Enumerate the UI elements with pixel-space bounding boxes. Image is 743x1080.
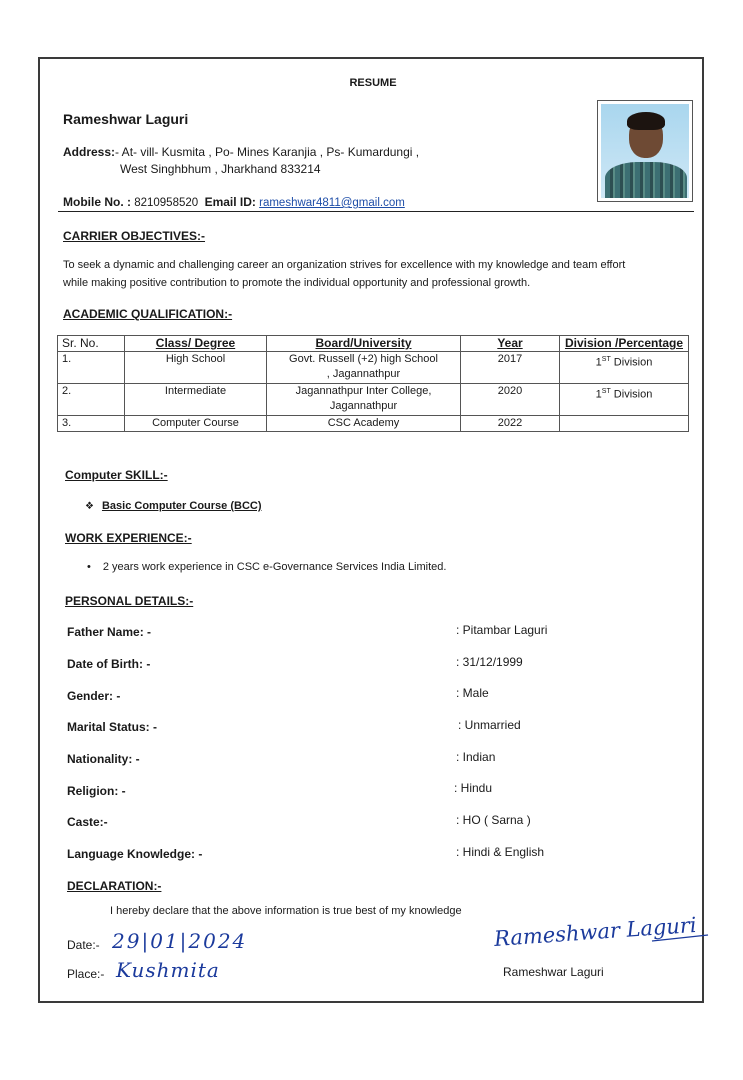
personal-value: : Pitambar Laguri bbox=[456, 623, 548, 637]
signature: Rameshwar Laguri bbox=[493, 912, 698, 951]
personal-heading: PERSONAL DETAILS:- bbox=[65, 594, 194, 608]
division-text: Division bbox=[610, 356, 653, 369]
board-line: Jagannathpur Inter College, bbox=[295, 385, 432, 397]
address-line-2: West Singhbhum , Jharkhand 833214 bbox=[120, 162, 321, 176]
table-cell bbox=[560, 352, 689, 384]
photo-hair bbox=[627, 112, 665, 130]
header-divider bbox=[58, 211, 694, 212]
date-handwritten: 29|01|2024 bbox=[112, 929, 248, 953]
contact-line bbox=[63, 195, 405, 209]
personal-label: Gender: - bbox=[67, 689, 121, 703]
table-row bbox=[58, 384, 689, 416]
skills-item bbox=[85, 500, 262, 512]
place-label: Place:- bbox=[67, 967, 105, 981]
division-suffix: ST bbox=[601, 356, 611, 363]
division-text: Division bbox=[610, 388, 653, 401]
address-line-1-text: - At- vill- Kusmita , Po- Mines Karanjia , Ps- Kumardungi , bbox=[115, 145, 420, 159]
personal-value: : Unmarried bbox=[458, 718, 521, 732]
address-line-1 bbox=[63, 142, 419, 162]
table-cell: 1. bbox=[58, 352, 125, 384]
objectives-line-1: To seek a dynamic and challenging career an organization strives for excellence with my knowledge and team effort bbox=[63, 259, 626, 271]
table-row bbox=[58, 416, 689, 432]
table-cell bbox=[560, 416, 689, 432]
table-header: Sr. No. bbox=[58, 336, 125, 352]
table-cell: Computer Course bbox=[125, 416, 267, 432]
signature-flourish bbox=[650, 929, 710, 945]
division-number: 1 bbox=[595, 388, 602, 401]
board-line: Jagannathpur bbox=[329, 400, 398, 412]
email-label: Email ID: bbox=[204, 195, 256, 209]
mobile-value: 8210958520 bbox=[134, 197, 199, 209]
bullet-icon: • bbox=[87, 561, 91, 573]
table-cell: 2. bbox=[58, 384, 125, 416]
work-item bbox=[87, 561, 446, 573]
table-cell: 3. bbox=[58, 416, 125, 432]
table-cell bbox=[267, 384, 461, 416]
email-link[interactable]: rameshwar4811@gmail.com bbox=[259, 197, 405, 209]
work-item-text: 2 years work experience in CSC e-Governance Services India Limited. bbox=[102, 561, 447, 573]
objectives-heading: CARRIER OBJECTIVES:- bbox=[63, 229, 206, 243]
table-cell: 2017 bbox=[461, 352, 560, 384]
objectives-text bbox=[63, 256, 688, 292]
personal-label: Father Name: - bbox=[67, 625, 152, 639]
board-line: , Jagannathpur bbox=[326, 368, 401, 380]
profile-photo bbox=[597, 100, 693, 202]
objectives-line-2: while making positive contribution to promote the individual opportunity and professional growth. bbox=[63, 277, 531, 289]
academic-heading: ACADEMIC QUALIFICATION:- bbox=[63, 307, 233, 321]
table-header: Class/ Degree bbox=[125, 336, 267, 352]
photo-shirt bbox=[605, 162, 687, 198]
table-cell: 2020 bbox=[461, 384, 560, 416]
declaration-heading: DECLARATION:- bbox=[67, 879, 162, 893]
document-title: RESUME bbox=[349, 77, 397, 89]
personal-label: Nationality: - bbox=[67, 752, 140, 766]
personal-value: : Indian bbox=[456, 750, 496, 764]
candidate-name: Rameshwar Laguri bbox=[63, 111, 189, 127]
table-header: Board/University bbox=[267, 336, 461, 352]
division-suffix: ST bbox=[601, 388, 611, 395]
skills-heading: Computer SKILL:- bbox=[65, 468, 168, 482]
personal-label: Caste:- bbox=[67, 815, 108, 829]
signature-name: Rameshwar Laguri bbox=[503, 965, 604, 979]
division-number: 1 bbox=[595, 356, 602, 369]
table-header: Division /Percentage bbox=[560, 336, 689, 352]
mobile-label: Mobile No. : bbox=[63, 195, 131, 209]
table-header: Year bbox=[461, 336, 560, 352]
place-handwritten: Kushmita bbox=[116, 958, 220, 982]
personal-label: Language Knowledge: - bbox=[67, 847, 203, 861]
date-label: Date:- bbox=[67, 938, 100, 952]
table-cell bbox=[267, 352, 461, 384]
table-cell: 2022 bbox=[461, 416, 560, 432]
declaration-text: I hereby declare that the above information is true best of my knowledge bbox=[110, 905, 462, 917]
skill-label: Basic Computer Course (BCC) bbox=[101, 500, 262, 512]
diamond-bullet-icon: ❖ bbox=[85, 501, 94, 512]
work-heading: WORK EXPERIENCE:- bbox=[65, 531, 192, 545]
personal-label: Marital Status: - bbox=[67, 720, 158, 734]
personal-value: : Hindi & English bbox=[456, 845, 545, 859]
table-header-row bbox=[58, 336, 689, 352]
personal-value: : 31/12/1999 bbox=[456, 655, 523, 669]
table-cell: Intermediate bbox=[125, 384, 267, 416]
personal-label: Religion: - bbox=[67, 784, 126, 798]
address-label: Address: bbox=[63, 145, 116, 159]
table-cell: High School bbox=[125, 352, 267, 384]
table-cell bbox=[560, 384, 689, 416]
personal-value: : Hindu bbox=[454, 781, 493, 795]
photo-background bbox=[601, 104, 689, 198]
resume-page bbox=[38, 57, 704, 1003]
table-cell: CSC Academy bbox=[267, 416, 461, 432]
board-line: Govt. Russell (+2) high School bbox=[289, 353, 438, 365]
academic-table bbox=[57, 335, 689, 432]
table-row bbox=[58, 352, 689, 384]
personal-value: : HO ( Sarna ) bbox=[456, 813, 531, 827]
personal-label: Date of Birth: - bbox=[67, 657, 151, 671]
personal-value: : Male bbox=[456, 686, 489, 700]
